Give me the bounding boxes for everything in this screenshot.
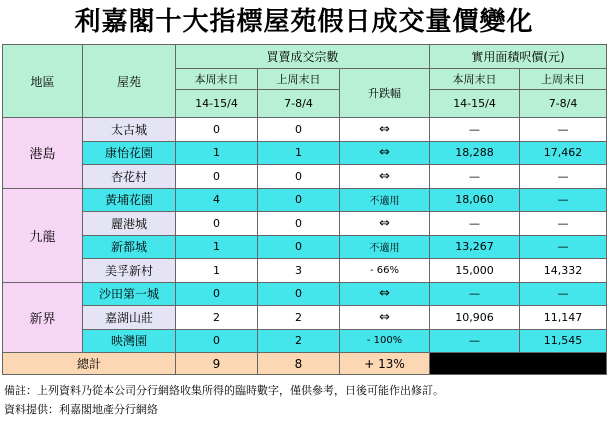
last-weekend-tx-cell: 0 xyxy=(258,188,340,212)
this-weekend-tx-cell: 0 xyxy=(176,118,258,142)
district-cell: 港島 xyxy=(3,118,83,189)
last-weekend-price-cell: — xyxy=(520,282,607,306)
estate-cell: 新都城 xyxy=(83,235,176,259)
table-row xyxy=(3,165,607,189)
note-remark: 備註：上列資料乃從本公司分行網絡收集所得的臨時數字，僅供參考，日後可能作出修訂。 xyxy=(4,384,444,397)
last-weekend-tx-cell: 0 xyxy=(258,118,340,142)
total-change: + 13% xyxy=(340,353,430,375)
this-weekend-tx-cell: 0 xyxy=(176,329,258,353)
last-weekend-tx-cell: 0 xyxy=(258,212,340,236)
estate-cell: 杏花村 xyxy=(83,165,176,189)
table-row xyxy=(3,282,607,306)
last-weekend-tx-cell: 2 xyxy=(258,306,340,330)
this-weekend-price-cell: 18,288 xyxy=(430,141,520,165)
last-weekend-tx-cell: 1 xyxy=(258,141,340,165)
this-weekend-tx-cell: 0 xyxy=(176,282,258,306)
change-cell: ⇔ xyxy=(340,141,430,165)
this-weekend-price-cell: 13,267 xyxy=(430,235,520,259)
last-weekend-price-cell: 17,462 xyxy=(520,141,607,165)
transactions-table xyxy=(2,44,607,375)
change-cell: - 100% xyxy=(340,329,430,353)
table-row xyxy=(3,188,607,212)
header-price-last-dates: 7-8/4 xyxy=(520,90,607,118)
last-weekend-tx-cell: 3 xyxy=(258,259,340,283)
this-weekend-price-cell: 18,060 xyxy=(430,188,520,212)
this-weekend-price-cell: — xyxy=(430,118,520,142)
this-weekend-tx-cell: 1 xyxy=(176,259,258,283)
estate-cell: 麗港城 xyxy=(83,212,176,236)
table-row xyxy=(3,212,607,236)
header-price-last-weekend: 上周末日 xyxy=(520,69,607,90)
last-weekend-price-cell: — xyxy=(520,118,607,142)
estate-cell: 黃埔花園 xyxy=(83,188,176,212)
total-row xyxy=(3,353,607,375)
change-cell: 不適用 xyxy=(340,235,430,259)
change-cell: ⇔ xyxy=(340,282,430,306)
last-weekend-tx-cell: 0 xyxy=(258,282,340,306)
table-row xyxy=(3,235,607,259)
this-weekend-tx-cell: 0 xyxy=(176,212,258,236)
header-district: 地區 xyxy=(3,45,83,118)
header-estate: 屋苑 xyxy=(83,45,176,118)
total-last-weekend-tx: 8 xyxy=(258,353,340,375)
this-weekend-price-cell: 15,000 xyxy=(430,259,520,283)
this-weekend-price-cell: — xyxy=(430,212,520,236)
header-this-dates: 14-15/4 xyxy=(176,90,258,118)
change-cell: ⇔ xyxy=(340,306,430,330)
this-weekend-tx-cell: 4 xyxy=(176,188,258,212)
estate-cell: 康怡花園 xyxy=(83,141,176,165)
this-weekend-price-cell: — xyxy=(430,165,520,189)
this-weekend-tx-cell: 0 xyxy=(176,165,258,189)
last-weekend-tx-cell: 0 xyxy=(258,235,340,259)
last-weekend-tx-cell: 2 xyxy=(258,329,340,353)
estate-cell: 嘉湖山莊 xyxy=(83,306,176,330)
last-weekend-price-cell: — xyxy=(520,235,607,259)
estate-cell: 太古城 xyxy=(83,118,176,142)
last-weekend-price-cell: 11,545 xyxy=(520,329,607,353)
header-transactions: 買賣成交宗數 xyxy=(176,45,430,69)
header-price-this-weekend: 本周末日 xyxy=(430,69,520,90)
estate-cell: 映灣園 xyxy=(83,329,176,353)
this-weekend-price-cell: — xyxy=(430,329,520,353)
table-row xyxy=(3,259,607,283)
last-weekend-price-cell: — xyxy=(520,212,607,236)
change-cell: - 66% xyxy=(340,259,430,283)
header-last-dates: 7-8/4 xyxy=(258,90,340,118)
change-cell: ⇔ xyxy=(340,212,430,236)
change-cell: 不適用 xyxy=(340,188,430,212)
this-weekend-price-cell: — xyxy=(430,282,520,306)
estate-cell: 沙田第一城 xyxy=(83,282,176,306)
header-price-this-dates: 14-15/4 xyxy=(430,90,520,118)
this-weekend-price-cell: 10,906 xyxy=(430,306,520,330)
header-last-weekend: 上周末日 xyxy=(258,69,340,90)
this-weekend-tx-cell: 1 xyxy=(176,141,258,165)
last-weekend-price-cell: — xyxy=(520,188,607,212)
total-this-weekend-tx: 9 xyxy=(176,353,258,375)
district-cell: 九龍 xyxy=(3,188,83,282)
table-row xyxy=(3,141,607,165)
this-weekend-tx-cell: 2 xyxy=(176,306,258,330)
last-weekend-tx-cell: 0 xyxy=(258,165,340,189)
note-source: 資料提供：利嘉閣地產分行網絡 xyxy=(4,403,158,416)
header-this-weekend: 本周末日 xyxy=(176,69,258,90)
table-row xyxy=(3,118,607,142)
estate-cell: 美孚新村 xyxy=(83,259,176,283)
notes xyxy=(4,381,444,419)
table-row xyxy=(3,329,607,353)
total-label: 總計 xyxy=(3,353,176,375)
page-title: 利嘉閣十大指標屋苑假日成交量價變化 xyxy=(74,7,534,37)
last-weekend-price-cell: 14,332 xyxy=(520,259,607,283)
district-cell: 新界 xyxy=(3,282,83,353)
this-weekend-tx-cell: 1 xyxy=(176,235,258,259)
change-cell: ⇔ xyxy=(340,118,430,142)
last-weekend-price-cell: — xyxy=(520,165,607,189)
header-change: 升跌幅 xyxy=(340,69,430,118)
last-weekend-price-cell: 11,147 xyxy=(520,306,607,330)
table-row xyxy=(3,306,607,330)
header-price: 實用面積呎價(元) xyxy=(430,45,607,69)
change-cell: ⇔ xyxy=(340,165,430,189)
total-price-blank xyxy=(430,353,607,375)
